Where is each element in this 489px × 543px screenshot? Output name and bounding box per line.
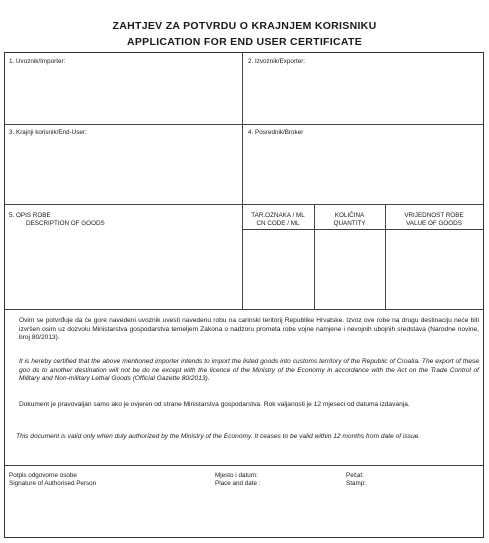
importer-label: 1. Uvoznik/Importer: xyxy=(9,58,66,65)
quantity-label-en: QUANTITY xyxy=(333,220,366,227)
signature-label-en: Signature of Authorised Person xyxy=(9,480,97,487)
statement-english: It is hereby certified that the above mentioned importer intends to import the listed goods into customs territory of the Republic of Croatia. The export of these goo ds to another destination will not be do ne except with the licence of the Ministry of the Economy in accordance with the Act on the Trade Control of Military and Non-military Lethal Goods (Official Gazette 80/2013). xyxy=(19,358,479,383)
place-date-label-en: Place and date : xyxy=(215,480,261,487)
end-user-label: 3. Krajnji korisnik/End-User: xyxy=(9,129,87,136)
form-title-english: APPLICATION FOR END USER CERTIFICATE xyxy=(127,36,362,48)
divider-goods-header xyxy=(242,229,483,230)
cn-code-label-hr: TAR.OZNAKA / ML xyxy=(251,212,305,219)
divider-importer-enduser xyxy=(5,124,483,125)
validity-croatian: Dokument je pravovaljan samo ako je ovjeren od strane Ministarstva gospodarstva. Rok valjanosti je 12 mjeseci od datuma izdavanja. xyxy=(19,401,410,408)
quantity-label-hr: KOLIČINA xyxy=(334,212,365,219)
description-label-en: DESCRIPTION OF GOODS xyxy=(26,220,105,227)
application-form xyxy=(4,52,484,538)
divider-statements-signature xyxy=(5,465,483,466)
place-date-label-hr: Mjesto i datum: xyxy=(215,472,258,479)
broker-label: 4. Posrednik/Broker xyxy=(248,129,304,136)
value-label-hr: VRIJEDNOST ROBE xyxy=(404,212,464,219)
divider-vertical-middle xyxy=(242,53,243,309)
exporter-label: 2. Izvoznik/Exporter: xyxy=(248,58,306,65)
divider-enduser-goods xyxy=(5,204,483,205)
cn-code-label-en: CN CODE / ML xyxy=(256,220,300,227)
stamp-label-hr: Pečat: xyxy=(346,472,364,479)
value-label-en: VALUE OF GOODS xyxy=(406,220,462,227)
signature-label-hr: Potpis odgovorne osobe xyxy=(9,472,77,479)
validity-english: This document is valid only when duly authorized by the Ministry of the Economy. It ceases to be valid within 12 months from date of issue. xyxy=(16,433,421,440)
description-label-hr: 5. OPIS ROBE xyxy=(9,212,51,219)
divider-goods-statements xyxy=(5,309,483,310)
statement-croatian: Ovim se potvrđuje da će gore navedeni uvoznik uvesti navedenu robu na carinski teritorij Republike Hrvatske. Izvoz ove robe na drugu destinaciju neće biti izvršen osim uz dozvolu Ministarstva gospodarstva temeljem Zakona o nadzoru prometa robe vojne namjene i nevojnih ubojnih sredstava (Narodne novine, broj 80/2013). xyxy=(19,317,479,342)
form-title-croatian: ZAHTJEV ZA POTVRDU O KRAJNJEM KORISNIKU xyxy=(112,20,377,32)
stamp-label-en: Stamp: xyxy=(346,480,366,487)
